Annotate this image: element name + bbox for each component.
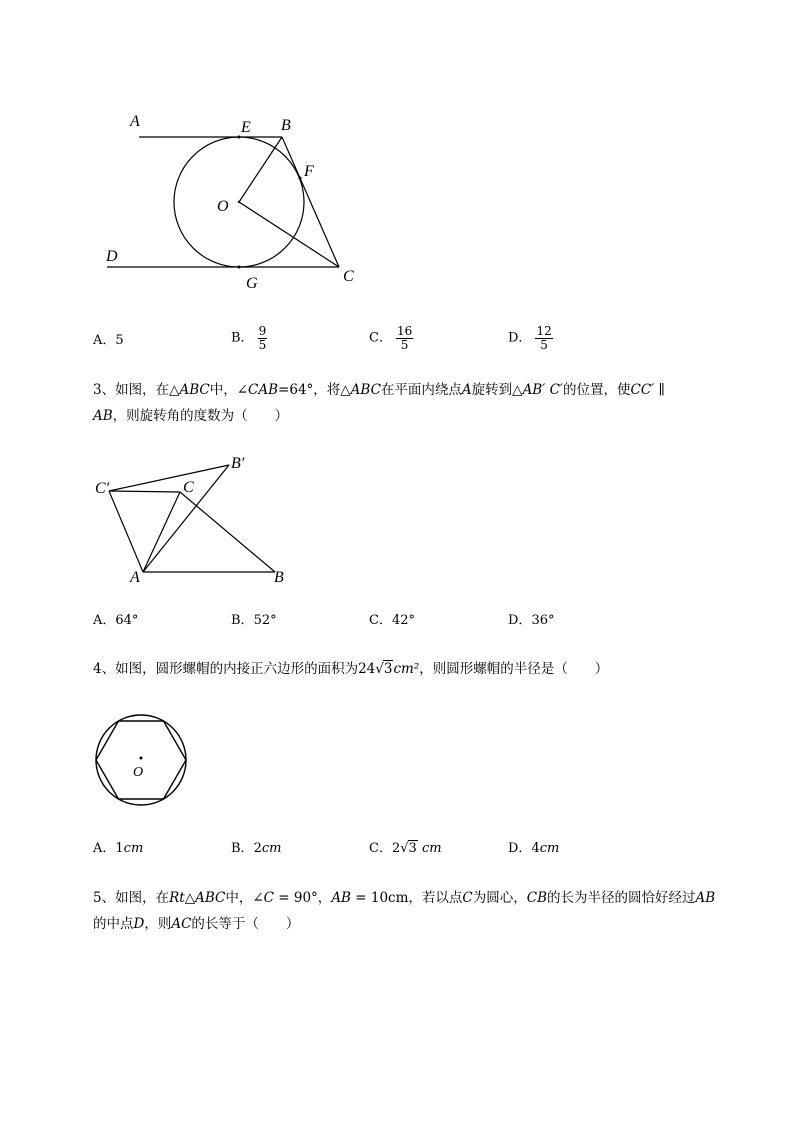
q5-stem bbox=[93, 885, 743, 937]
option-letter: C． bbox=[369, 330, 392, 346]
q4-option-d[interactable] bbox=[508, 841, 559, 857]
label-b: B bbox=[281, 117, 291, 134]
option-value: 5 bbox=[115, 333, 124, 348]
q5-math: C bbox=[462, 890, 473, 906]
segment-ob bbox=[239, 137, 282, 202]
fraction bbox=[535, 325, 552, 352]
label-a: A bbox=[130, 113, 140, 130]
q5-math: Rt bbox=[169, 890, 185, 906]
label-b-prime: B′ bbox=[231, 455, 245, 472]
option-letter: D． bbox=[508, 330, 532, 346]
figure-hexagon-nut bbox=[0, 700, 794, 820]
figure-rotated-triangles bbox=[0, 440, 794, 600]
label-e: E bbox=[241, 119, 251, 136]
segment-oc bbox=[239, 202, 339, 267]
point-f bbox=[299, 177, 302, 180]
q3-option-c[interactable] bbox=[369, 613, 415, 629]
label-o: O bbox=[217, 198, 229, 215]
q3-stem bbox=[93, 377, 743, 429]
option-letter: A． bbox=[93, 841, 116, 856]
option-letter: A． bbox=[93, 613, 116, 628]
option-value: 2 bbox=[253, 841, 262, 856]
q3-text: 在平面内绕点 bbox=[380, 382, 462, 398]
q2-option-b[interactable] bbox=[231, 325, 267, 352]
option-value: 42° bbox=[391, 613, 415, 628]
option-value: 64° bbox=[115, 613, 139, 628]
q3-option-d[interactable] bbox=[508, 613, 554, 629]
option-unit: cm bbox=[123, 841, 144, 856]
sqrt: √3 bbox=[400, 841, 417, 856]
q5-math: AB bbox=[695, 890, 716, 906]
q3-text: 的位置，使 bbox=[562, 382, 631, 398]
option-value: 52° bbox=[253, 613, 277, 628]
label-f: F bbox=[304, 163, 314, 180]
fraction bbox=[258, 325, 268, 352]
option-unit: cm bbox=[539, 841, 560, 856]
point-o bbox=[238, 201, 240, 203]
option-value: 4 bbox=[531, 841, 540, 856]
q5-math: AC bbox=[171, 916, 192, 932]
q3-math: ABC bbox=[350, 382, 381, 398]
q4-option-b[interactable] bbox=[231, 841, 281, 857]
fraction bbox=[396, 325, 413, 352]
option-letter: C． bbox=[369, 613, 392, 628]
q4-unit: cm² bbox=[393, 661, 420, 677]
q5-text: 的长为半径的圆恰好经过 bbox=[547, 890, 696, 906]
q5-text: 中，∠ bbox=[225, 890, 264, 906]
circle-nut bbox=[96, 715, 186, 805]
q5-math: AB bbox=[331, 890, 351, 906]
label-c-prime: C′ bbox=[95, 480, 110, 497]
figure-circle-tangents bbox=[0, 0, 794, 310]
q3-option-a[interactable] bbox=[93, 613, 138, 629]
option-unit: cm bbox=[261, 841, 282, 856]
q3-text: 旋转到△ bbox=[471, 382, 523, 398]
q5-text: 为圆心， bbox=[472, 890, 527, 906]
option-letter: B． bbox=[231, 613, 254, 628]
q5-text: = 10cm，若以点 bbox=[350, 890, 463, 906]
q2-option-a[interactable] bbox=[93, 333, 124, 349]
segment-bc bbox=[282, 137, 339, 267]
sqrt-radicand: 3 bbox=[408, 841, 417, 856]
option-letter: A． bbox=[93, 333, 116, 348]
q4-option-a[interactable] bbox=[93, 841, 143, 857]
label-g: G bbox=[246, 275, 258, 292]
q3-text: ∥ bbox=[654, 382, 665, 398]
label-o: O bbox=[133, 765, 144, 780]
fraction-numerator: 9 bbox=[258, 324, 267, 338]
q4-text: ，则圆形螺帽的半径是（ ） bbox=[419, 661, 609, 677]
q2-option-d[interactable] bbox=[508, 325, 553, 352]
q5-math: C bbox=[263, 890, 274, 906]
option-letter: B． bbox=[231, 841, 254, 856]
q4-text: 4、如图，圆形螺帽的内接正六边形的面积为24 bbox=[93, 661, 376, 677]
label-b: B bbox=[274, 569, 284, 586]
q3-math: CC′ bbox=[630, 382, 655, 398]
q3-text: 中，∠ bbox=[209, 382, 249, 398]
q3-option-b[interactable] bbox=[231, 613, 277, 629]
segment-cb bbox=[180, 492, 275, 572]
sqrt: √3 bbox=[375, 661, 393, 677]
q3-math: AB bbox=[93, 408, 113, 424]
option-unit: cm bbox=[421, 841, 442, 856]
sqrt-radicand: 3 bbox=[383, 661, 393, 677]
option-value: 1 bbox=[115, 841, 124, 856]
q3-math: ABC bbox=[179, 382, 210, 398]
q4-option-c[interactable] bbox=[369, 841, 442, 857]
option-value: 2 bbox=[391, 841, 401, 856]
q5-math: △ABC bbox=[184, 890, 226, 906]
label-c: C bbox=[343, 268, 354, 285]
q3-text: =64°，将△ bbox=[278, 382, 351, 398]
q5-math: CB bbox=[526, 890, 548, 906]
q3-text: 3、如图，在△ bbox=[93, 382, 180, 398]
fraction-numerator: 16 bbox=[396, 324, 413, 338]
q5-text: ，则 bbox=[144, 916, 172, 932]
q4-stem bbox=[93, 656, 743, 682]
fraction-numerator: 12 bbox=[536, 324, 552, 338]
option-value: 36° bbox=[531, 613, 555, 628]
hexagon bbox=[96, 721, 186, 799]
q3-math: AB′ C′ bbox=[522, 382, 563, 398]
q5-text: 的长等于（ ） bbox=[191, 916, 300, 932]
q5-math: D bbox=[133, 916, 145, 932]
option-letter: D． bbox=[508, 613, 532, 628]
option-letter: B． bbox=[231, 330, 254, 346]
fraction-denominator: 5 bbox=[258, 338, 267, 352]
segment-cc-prime bbox=[109, 491, 180, 492]
fraction-denominator: 5 bbox=[540, 338, 548, 352]
segment-ac-prime bbox=[109, 491, 143, 572]
label-a: A bbox=[130, 569, 140, 586]
label-d: D bbox=[106, 248, 118, 265]
option-letter: C． bbox=[369, 841, 392, 856]
point-g bbox=[238, 266, 241, 269]
q2-option-c[interactable] bbox=[369, 325, 413, 352]
q3-math: A bbox=[461, 382, 472, 398]
q3-math: CAB bbox=[248, 382, 279, 398]
q5-text: 的中点 bbox=[93, 916, 134, 932]
q3-text: ，则旋转角的度数为（ ） bbox=[112, 408, 289, 424]
q5-text: 5、如图，在 bbox=[93, 890, 170, 906]
q5-text: = 90°， bbox=[273, 890, 332, 906]
fraction-denominator: 5 bbox=[400, 338, 409, 352]
option-letter: D． bbox=[508, 841, 532, 856]
center-o bbox=[140, 757, 143, 760]
label-c: C bbox=[183, 479, 194, 496]
